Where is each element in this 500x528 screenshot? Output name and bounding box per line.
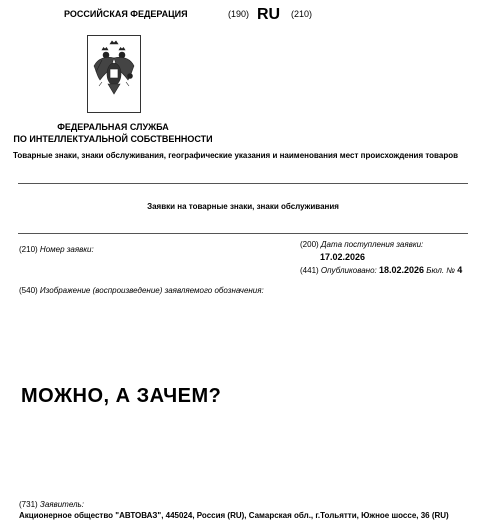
bulletin-number: 4 (457, 265, 463, 275)
field-filing-date (300, 240, 423, 249)
filing-date-label: Дата поступления заявки: (320, 240, 424, 249)
inid-code-210: (210) (19, 245, 38, 254)
field-app-number (19, 245, 94, 254)
section-title: Заявки на товарные знаки, знаки обслуживания (147, 202, 339, 211)
country-name: РОССИЙСКАЯ ФЕДЕРАЦИЯ (64, 9, 188, 19)
inid-code-731: (731) (19, 500, 38, 509)
field-applicant (19, 500, 84, 509)
field-published (300, 265, 462, 275)
inid-code-210-header: (210) (291, 9, 313, 19)
filing-date-value: 17.02.2026 (320, 252, 366, 262)
applicant-label: Заявитель: (39, 500, 84, 509)
inid-code-441: (441) (300, 266, 319, 275)
agency-line-1: ФЕДЕРАЛЬНАЯ СЛУЖБА (57, 122, 169, 132)
published-label: Опубликовано: (320, 266, 377, 275)
app-number-label: Номер заявки: (39, 245, 94, 254)
trademark-text: МОЖНО, А ЗАЧЕМ? (21, 385, 222, 407)
divider-section (18, 233, 468, 234)
agency-line-2: ПО ИНТЕЛЛЕКТУАЛЬНОЙ СОБСТВЕННОСТИ (13, 134, 213, 144)
inid-code-540: (540) (19, 286, 38, 295)
russian-coat-of-arms-icon (88, 36, 140, 112)
inid-code-190: (190) (228, 9, 250, 19)
published-date: 18.02.2026 (379, 265, 425, 275)
image-label: Изображение (воспроизведение) заявляемого обозначения: (39, 286, 264, 295)
divider-top (18, 183, 468, 184)
inid-code-200: (200) (300, 240, 319, 249)
country-code: RU (257, 6, 281, 23)
applicant-value: Акционерное общество "АВТОВАЗ", 445024, Россия (RU), Самарская обл., г.Тольятти, Южное шоссе, 36 (RU) (19, 511, 449, 520)
emblem-frame (87, 35, 141, 113)
field-image (19, 286, 264, 295)
document-subtitle: Товарные знаки, знаки обслуживания, географические указания и наименования мест происхождения товаров (13, 151, 459, 160)
bulletin-label: Бюл. № (426, 266, 455, 275)
